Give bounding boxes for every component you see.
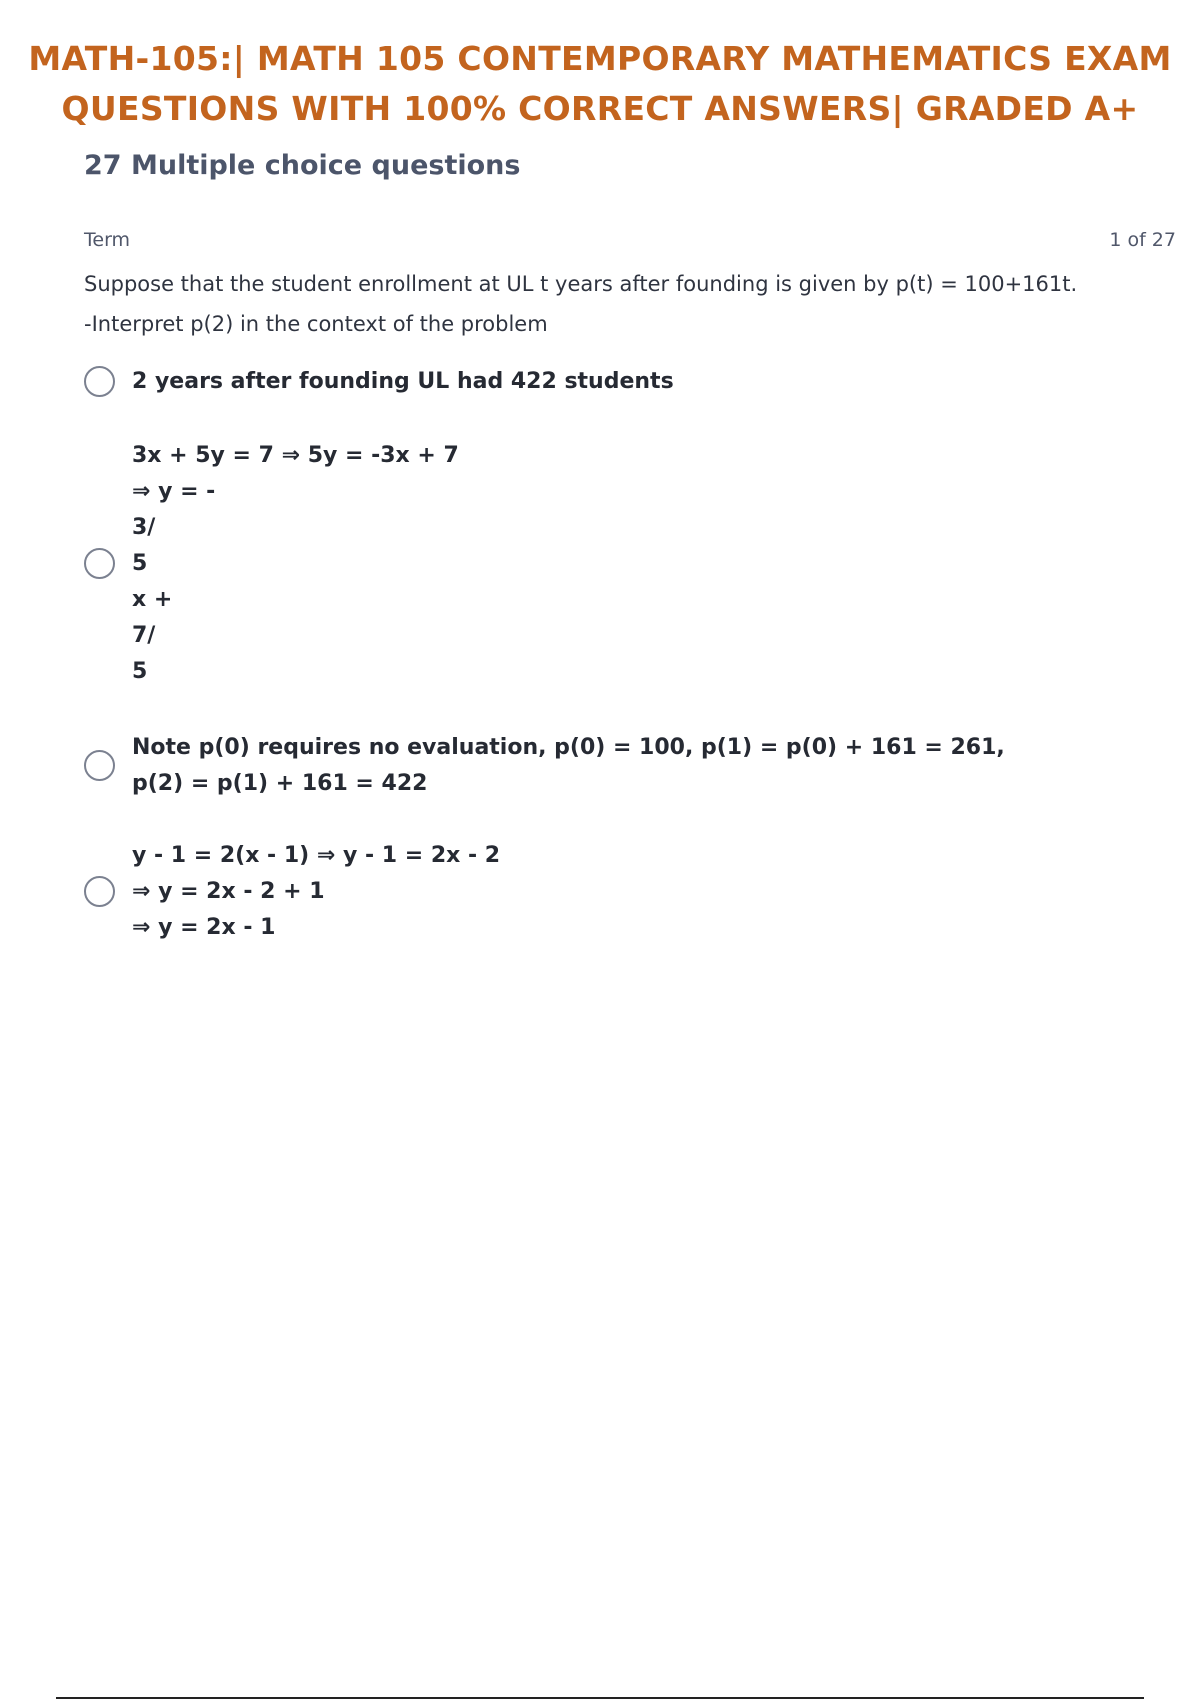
term-label: Term xyxy=(84,229,131,251)
option-line: ⇒ y = 2x - 2 + 1 xyxy=(132,879,325,904)
option-line: p(2) = p(1) + 161 = 422 xyxy=(132,771,428,796)
question-count-heading: 27 Multiple choice questions xyxy=(84,150,521,181)
option-text xyxy=(132,364,674,400)
radio-button-icon[interactable] xyxy=(84,366,115,397)
option-line: x + xyxy=(132,587,173,612)
question-text xyxy=(84,264,1164,344)
question-counter: 1 of 27 xyxy=(1109,229,1176,251)
option-line: Note p(0) requires no evaluation, p(0) = 100, p(1) = p(0) + 161 = 261, xyxy=(132,735,1005,760)
option-line: 5 xyxy=(132,551,148,576)
option-line: 3/ xyxy=(132,515,156,540)
document-title xyxy=(0,34,1200,134)
option-line: ⇒ y = - xyxy=(132,479,216,504)
radio-button-icon[interactable] xyxy=(84,876,115,907)
answer-option-1[interactable] xyxy=(84,364,1144,404)
answer-option-4[interactable] xyxy=(84,838,1144,948)
option-text xyxy=(132,838,500,946)
option-text xyxy=(132,438,459,690)
radio-button-icon[interactable] xyxy=(84,548,115,579)
answer-option-3[interactable] xyxy=(84,730,1144,806)
answer-option-2[interactable] xyxy=(84,438,1144,690)
question-line: -Interpret p(2) in the context of the problem xyxy=(84,312,548,336)
option-line: 2 years after founding UL had 422 students xyxy=(132,369,674,394)
radio-button-icon[interactable] xyxy=(84,750,115,781)
option-text xyxy=(132,730,1005,802)
question-line: Suppose that the student enrollment at UL t years after founding is given by p(t) = 100+161t. xyxy=(84,272,1078,296)
option-line: 3x + 5y = 7 ⇒ 5y = -3x + 7 xyxy=(132,443,459,468)
title-line-1: MATH-105:| MATH 105 CONTEMPORARY MATHEMATICS EXAM xyxy=(28,39,1172,78)
title-line-2: QUESTIONS WITH 100% CORRECT ANSWERS| GRADED A+ xyxy=(61,89,1139,128)
option-line: ⇒ y = 2x - 1 xyxy=(132,915,276,940)
option-line: y - 1 = 2(x - 1) ⇒ y - 1 = 2x - 2 xyxy=(132,843,501,868)
option-line: 5 xyxy=(132,659,148,684)
option-line: 7/ xyxy=(132,623,156,648)
page-bottom-divider xyxy=(56,1697,1144,1699)
